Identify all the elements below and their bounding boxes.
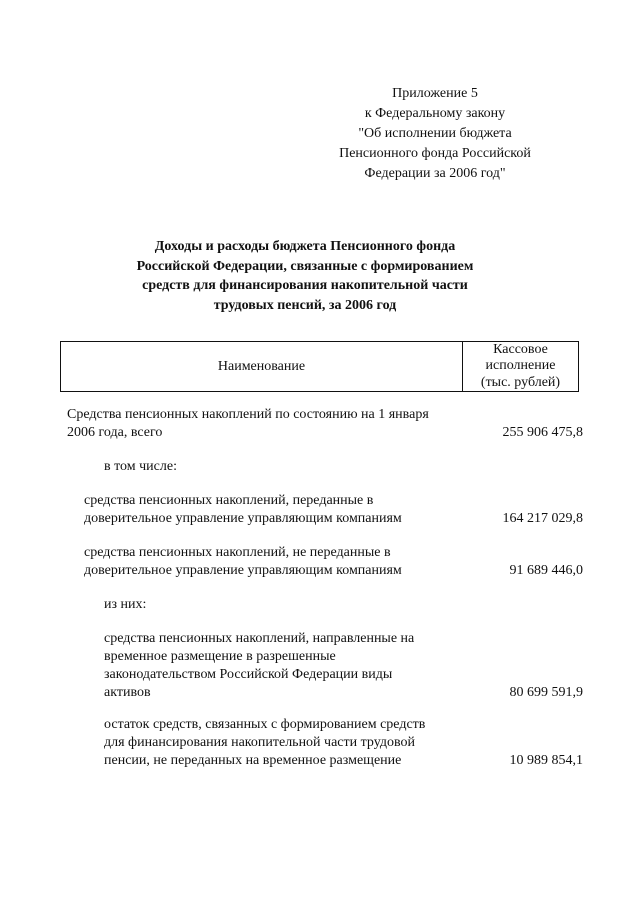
table-row-total [67, 406, 429, 442]
row-label-line: активов [104, 685, 151, 700]
title-line: Российской Федерации, связанные с формированием [136, 258, 474, 274]
row-label-line: временное размещение в разрешенные [104, 649, 336, 664]
column-header-value-line: (тыс. рублей) [480, 374, 561, 390]
appendix-line: Федерации за 2006 год" [364, 166, 506, 181]
appendix-line: "Об исполнении бюджета [358, 126, 512, 141]
row-label-line: пенсии, не переданных на временное размещение [104, 753, 402, 768]
appendix-header [330, 84, 540, 184]
row-value: 164 217 029,8 [502, 511, 583, 526]
table-row-remainder [104, 716, 425, 770]
title-line: Доходы и расходы бюджета Пенсионного фонда [154, 239, 456, 254]
table-row-placed [104, 630, 414, 702]
row-label-line: из них: [104, 597, 147, 612]
column-header-value-line: исполнение [485, 358, 556, 374]
table-row-subheading [104, 458, 177, 476]
row-label-line: для финансирования накопительной части трудовой [104, 735, 415, 750]
row-value: 10 989 854,1 [509, 753, 583, 768]
row-label-line: доверительное управление управляющим компаниям [84, 511, 402, 526]
row-label-line: 2006 года, всего [67, 425, 163, 440]
row-label-line: Средства пенсионных накоплений по состоянию на 1 января [67, 407, 429, 422]
row-label-line: доверительное управление управляющим компаниям [84, 563, 402, 578]
column-header-value-line: Кассовое [493, 341, 548, 357]
column-header-value [463, 342, 578, 391]
table-header [60, 341, 579, 392]
column-header-name: Наименование [61, 342, 463, 391]
row-label-line: средства пенсионных накоплений, переданные в [84, 493, 374, 508]
table-row-transferred [84, 492, 402, 528]
appendix-line: Пенсионного фонда Российской [339, 146, 531, 161]
appendix-line: к Федеральному закону [364, 106, 506, 121]
title-line: средств для финансирования накопительной части [142, 278, 468, 293]
row-value: 91 689 446,0 [509, 563, 583, 578]
document-title [90, 237, 520, 315]
table-row-not-transferred [84, 544, 402, 580]
row-label-line: средства пенсионных накоплений, направленные на [104, 631, 415, 646]
title-line: трудовых пенсий, за 2006 год [213, 297, 397, 313]
row-label-line: в том числе: [104, 459, 177, 474]
row-label-line: законодательством Российской Федерации виды [104, 667, 393, 682]
row-value: 255 906 475,8 [502, 425, 583, 440]
table-row-subheading [104, 596, 146, 614]
row-value: 80 699 591,9 [509, 685, 583, 700]
row-label-line: остаток средств, связанных с формированием средств [104, 717, 426, 732]
appendix-line: Приложение 5 [392, 86, 478, 101]
row-label-line: средства пенсионных накоплений, не переданные в [84, 545, 391, 560]
